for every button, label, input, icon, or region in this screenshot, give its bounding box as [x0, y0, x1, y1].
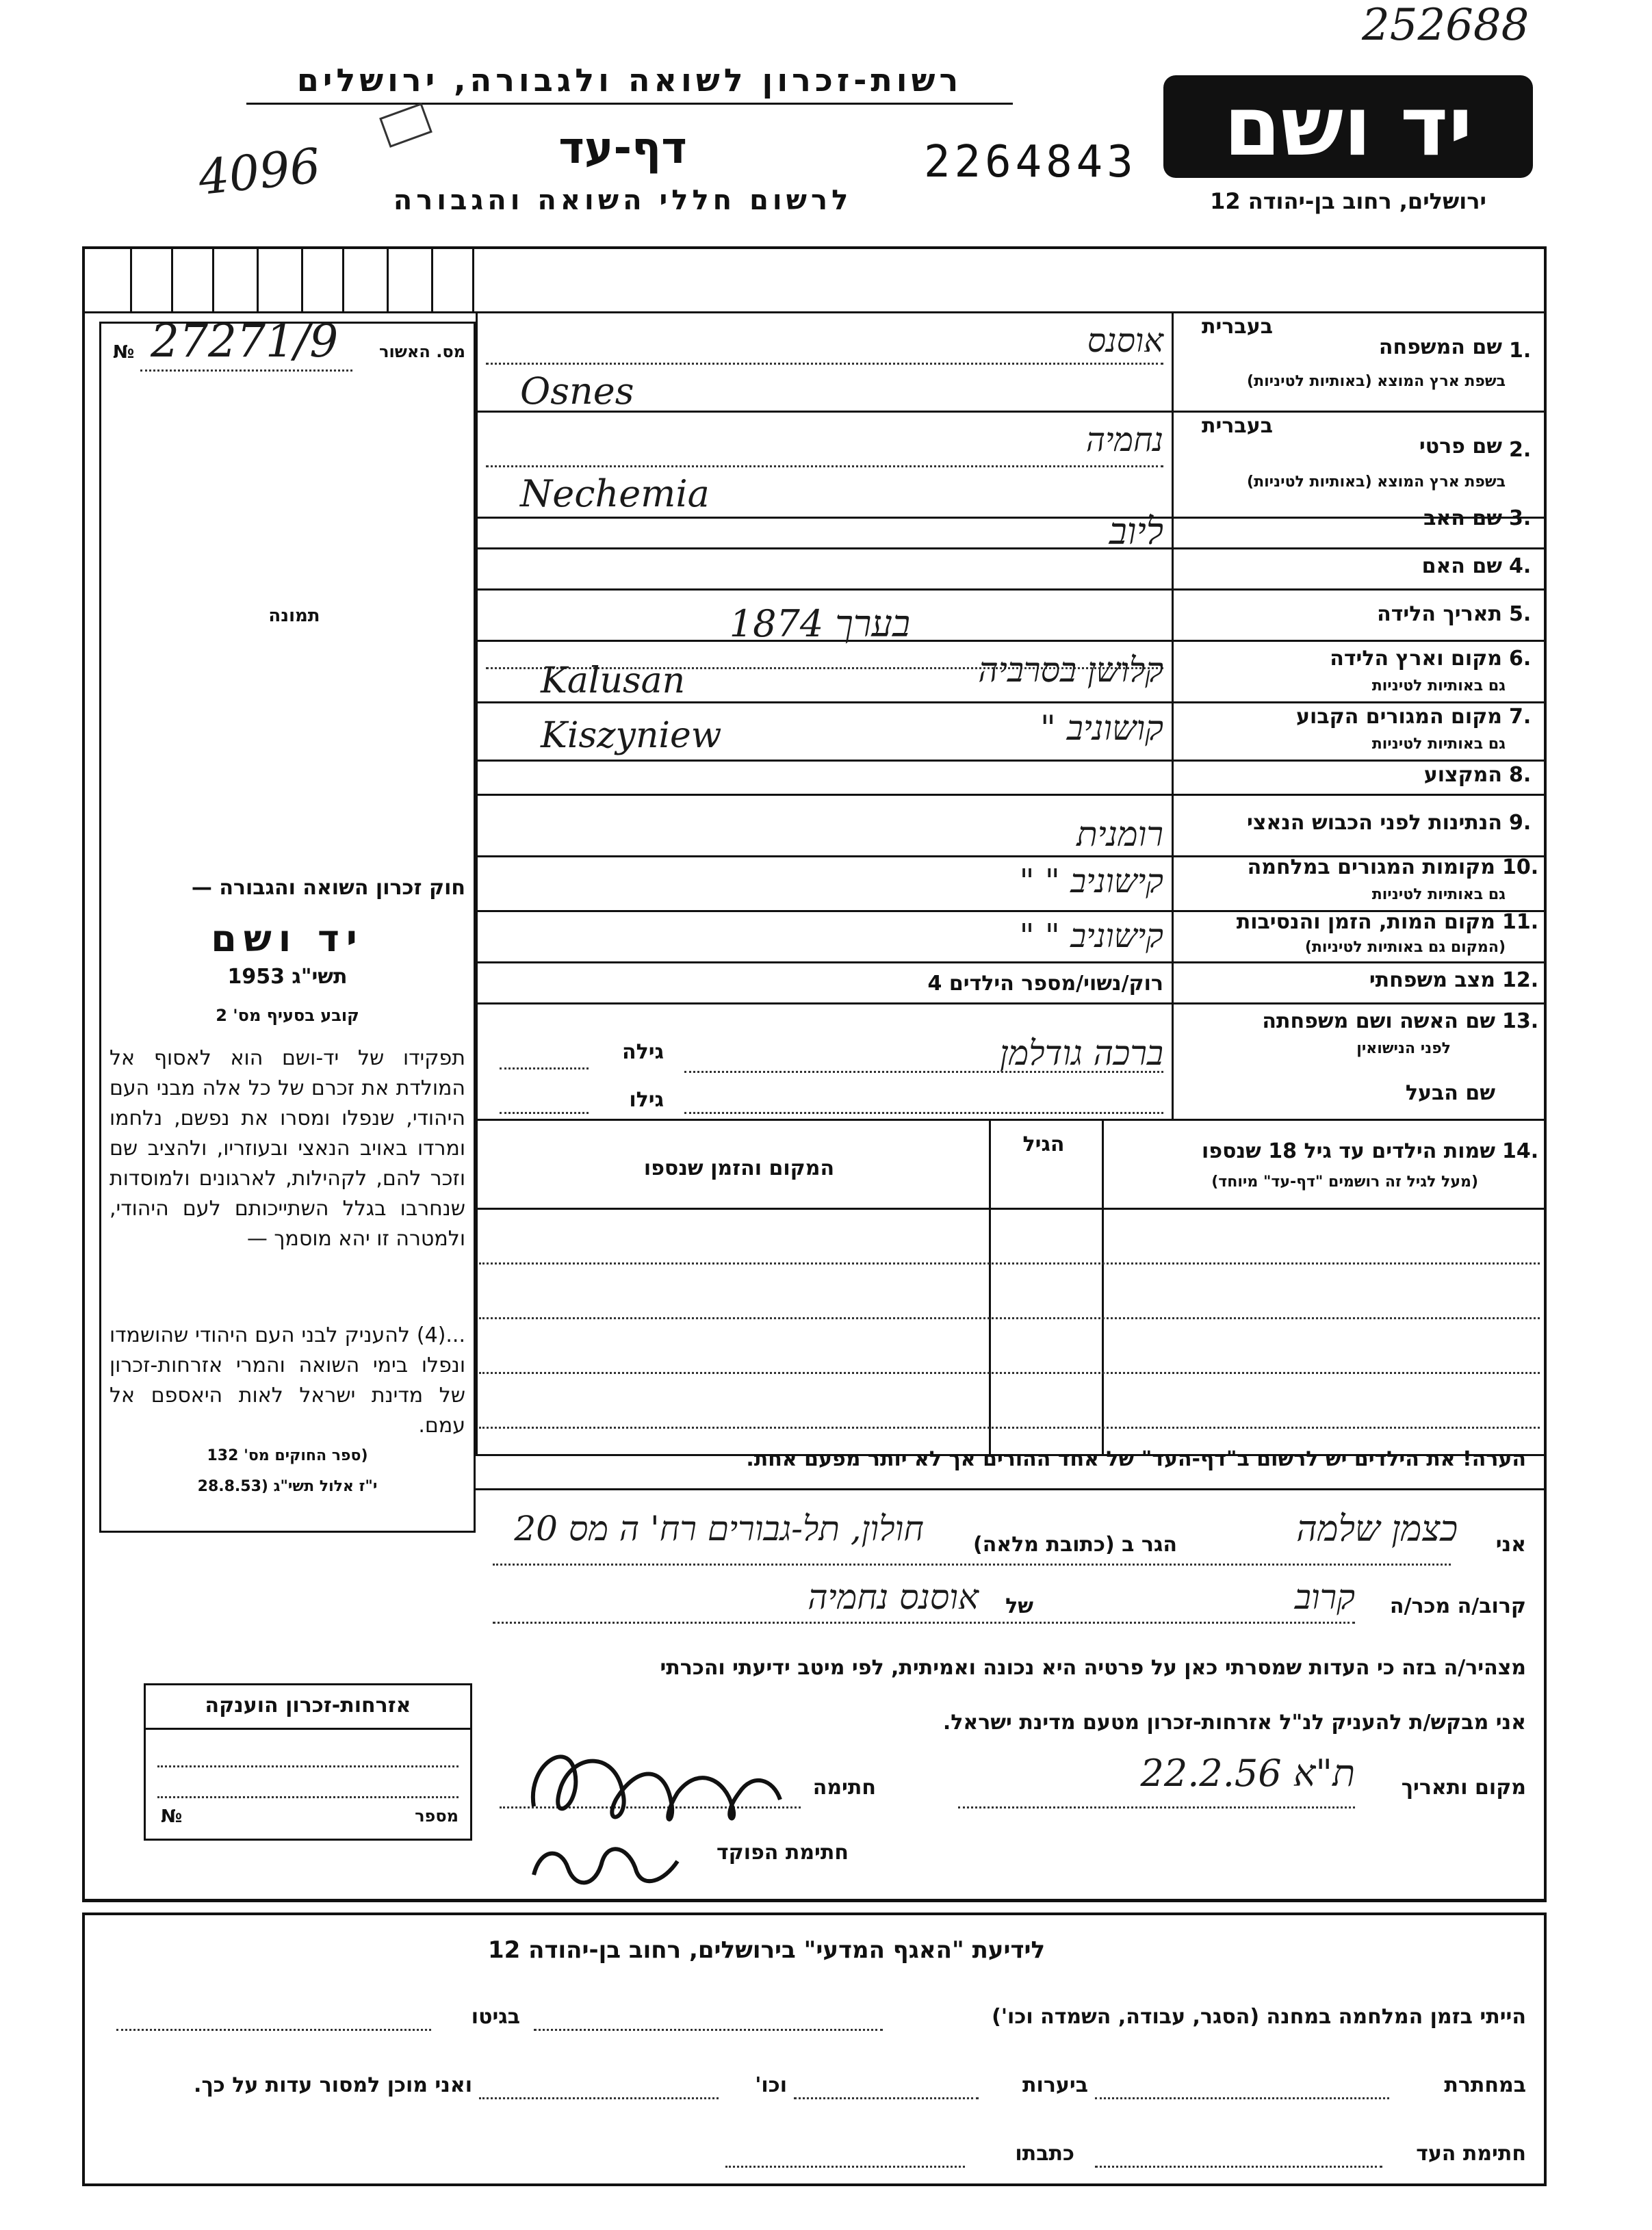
footer-line2-d: ואני מוכן למסור עדות על כך.: [194, 2073, 472, 2097]
value-line-2a: [486, 465, 1163, 467]
field-label-3: שם האב: [1423, 506, 1502, 530]
yad-vashem-logo: יד ושם: [1163, 75, 1533, 178]
decl-of-label: של: [1005, 1594, 1033, 1618]
citizenship-line-2: [157, 1796, 459, 1798]
top-strip-div-6: [342, 246, 344, 311]
children-row-1: [479, 1262, 1540, 1265]
children-col-2: [1102, 1119, 1104, 1454]
children-row-4: [479, 1427, 1540, 1429]
decl-statement-2: אני מבקש/ת להעניק לנ"ל אזרחות-זכרון מטעם מדינת ישראל.: [942, 1711, 1526, 1735]
field-num-4: 4.: [1509, 554, 1532, 578]
footer-line2-c: וכו': [755, 2073, 787, 2097]
field-label-9: הנתינות לפני הכבוש הנאצי: [1247, 811, 1502, 835]
top-strip-div-7: [387, 246, 389, 311]
husband-name-line: [684, 1112, 1163, 1114]
children-row-2: [479, 1317, 1540, 1319]
note: הערה! את הילדים יש לרשום ב"דף-העד" של אחד ההורים אך לא יותר מפעם אחת.: [746, 1447, 1526, 1471]
rule-4: [476, 588, 1547, 591]
photo-label: תמונה: [268, 606, 320, 626]
authority-name: רשות-זכרון לשואה ולגבורה, ירושלים: [296, 62, 963, 99]
decl-line-1: [493, 1564, 1451, 1566]
footer-rule-1: [82, 1899, 1547, 1901]
value-war-residence: קישוניב " ": [1019, 862, 1163, 900]
cert-no-value: 27271/9: [151, 315, 339, 367]
field-num-5: 5.: [1509, 602, 1532, 626]
address: ירושלים, רחוב בן-יהודה 12: [1210, 188, 1486, 214]
top-strip-div-3: [212, 246, 214, 311]
law-text-2: ...(4) להעניק לבני העם היהודי שהושמדו ונפלו בימי השואה והמרי אזרחות-זכרון של מדינת ישראל לאות היאספם אל עמם.: [109, 1323, 465, 1438]
law-ref: (ספר החוקים מס' 132: [207, 1447, 368, 1464]
value-father: ליוב: [1109, 510, 1163, 553]
footer-line1-dots-b: [116, 2029, 431, 2031]
rule-8: [476, 794, 1547, 796]
field-num-1: 1.: [1509, 339, 1532, 363]
field-sub-7: גם באותיות לטיניות: [1371, 736, 1506, 753]
field-num-7: 7.: [1509, 705, 1532, 729]
decl-signature-label: חתימה: [812, 1776, 876, 1800]
field-label-10: מקומות המגורים במלחמה: [1247, 855, 1495, 879]
value-nationality: רומנית: [1076, 814, 1163, 854]
value-death-place: קישוניב " ": [1019, 917, 1163, 955]
field-label-6: מקום וארץ הלידה: [1330, 647, 1502, 671]
field-num-8: 8.: [1509, 763, 1532, 787]
law-name: יד ושם: [211, 917, 364, 960]
children-num: 14.: [1502, 1139, 1539, 1163]
field-sub-1: בשפת ארץ המוצא (באותיות לטיניות): [1247, 373, 1506, 390]
field-num-11: 11.: [1502, 910, 1539, 934]
citizenship-number-label: מספר: [415, 1806, 459, 1826]
children-col-1: [989, 1119, 991, 1454]
field-num-13: 13.: [1502, 1009, 1539, 1033]
decl-of-value: אוסנס נחמיה: [808, 1577, 979, 1617]
law-section: קובע בסעיף מס' 2: [216, 1006, 359, 1025]
children-subtitle: (מעל לגיל זה רושמים "דף-עד" מיוחד): [1211, 1174, 1478, 1191]
value-birth-date: בערך 1874: [729, 602, 910, 645]
rule-13: [476, 1119, 1547, 1121]
stamp-mark-icon: [379, 103, 433, 148]
field-label-8: המקצוע: [1423, 763, 1502, 787]
page-title: דף-עד: [558, 123, 687, 174]
hebrew-tag-2: בעברית: [1202, 414, 1273, 438]
handwritten-number: 4096: [196, 137, 323, 207]
field-label-husband: שם הבעל: [1405, 1081, 1495, 1105]
decl-i-value: כצמן שלמה: [1296, 1509, 1458, 1550]
wife-age-label: גילה: [622, 1040, 664, 1064]
decl-date-line: [958, 1806, 1355, 1808]
cert-no-line: [140, 369, 352, 372]
rule-6: [476, 701, 1547, 703]
citizenship-title: אזרחות-זכרון הוענקה: [205, 1694, 411, 1717]
field-label-4: שם האם: [1421, 554, 1502, 578]
field-label-1: שם המשפחה: [1378, 335, 1502, 359]
top-strip-div-5: [301, 246, 303, 311]
value-wife-name: ברכה גודלמן: [999, 1033, 1163, 1073]
rule-11: [476, 961, 1547, 963]
husband-age-label: גילו: [629, 1088, 664, 1112]
field-label-11: מקום המות, הזמן והנסיבות: [1236, 910, 1495, 934]
footer-line1-a: הייתי בזמן המלחמה במחנה (הסגר, עבודה, השמדה וכו'): [992, 2005, 1526, 2029]
field-num-12: 12.: [1502, 968, 1539, 992]
children-header-rule: [476, 1208, 1547, 1210]
citizenship-box-rule: [144, 1728, 472, 1730]
cert-no-label: מס. האשור: [379, 342, 465, 361]
decl-place-date-value: ת"א 22.2.56: [1140, 1752, 1355, 1795]
footer-line2-dots-a: [1095, 2097, 1389, 2099]
value-residence-he: קושוניב ": [1040, 708, 1163, 748]
citizenship-line-1: [157, 1765, 459, 1767]
value-birth-place-latin: Kalusan: [541, 660, 686, 701]
footer-line1-dots-a: [534, 2029, 883, 2031]
field-num-10: 10.: [1502, 855, 1539, 879]
rule-7: [476, 760, 1547, 762]
husband-age-line: [500, 1112, 589, 1114]
top-strip-div-4: [257, 246, 259, 311]
value-birth-place-he: קלושן בסרביה: [978, 650, 1163, 690]
field-sub-13: לפני הנישואין: [1356, 1040, 1451, 1057]
cert-no-mark: №: [113, 342, 135, 363]
hebrew-tag-1: בעברית: [1202, 315, 1273, 339]
decl-statement-1: מצהיר/ה בזה כי העדות שמסרתי כאן על פרטיה היא נכונה ואמיתית, לפי מיטב ידיעתי והכרתי: [660, 1656, 1526, 1680]
law-title: חוק זכרון השואה והגבורה —: [191, 876, 465, 900]
value-first-he: נחמיה: [1085, 421, 1163, 459]
footer-title: לידיעת "האגף המדעי" בירושלים, רחוב בן-יהודה 12: [487, 1936, 1046, 1964]
signature-icon: [520, 1724, 794, 1841]
decl-officer-label: חתימת הפוקד: [717, 1841, 849, 1865]
rule-1: [476, 411, 1547, 413]
footer-line3-dots-a: [1095, 2166, 1382, 2168]
field-num-2: 2.: [1509, 438, 1532, 462]
top-strip-div-2: [171, 246, 173, 311]
footer-line2-b: ביערות: [1022, 2073, 1088, 2097]
top-strip-bottom: [82, 311, 1547, 313]
rule-12: [476, 1002, 1547, 1004]
field-num-6: 6.: [1509, 647, 1532, 671]
field-label-2: שם פרטי: [1419, 435, 1502, 458]
archive-number: 252688: [1362, 0, 1530, 51]
top-strip-div-1: [130, 246, 132, 311]
value-family-latin: Osnes: [520, 369, 634, 413]
value-family-he: אוסנס: [1087, 322, 1163, 360]
officer-initials-icon: [520, 1834, 698, 1895]
children-title: שמות הילדים עד גיל 18 שנספו: [1202, 1139, 1495, 1163]
footer-line3-dots-b: [725, 2166, 965, 2168]
wife-age-line: [500, 1067, 589, 1069]
field-sub-2: בשפת ארץ המוצא (באותיות לטיניות): [1247, 474, 1506, 491]
field-num-9: 9.: [1509, 811, 1532, 835]
field-num-3: 3.: [1509, 506, 1532, 530]
field-sub-6: גם באותיות לטיניות: [1371, 677, 1506, 695]
decl-line-2: [493, 1622, 1355, 1624]
decl-resident-label: הגר ב (כתובת מלאה): [972, 1533, 1177, 1557]
law-text: תפקידו של יד-ושם הוא לאסוף אל המולדת את זכרם של כל אלה מבני העם היהודי, שנפלו ומסרו את נפשם, נלחמו ומרדו באויב הנאצי ובעוזריו, ולהציב שם וזכר להם, לקהילות, לארגונים ולמוסדות שנחרבו בגלל השתייכותם לעם היהודי, ולמטרה זו יהא מוסמך —: [109, 1046, 465, 1251]
decl-resident-value: חולון, תל-גבורים רח' ה מס 20: [514, 1509, 924, 1548]
fields-left-border: [476, 311, 478, 1454]
footer-line1-b: בגיטו: [471, 2005, 520, 2029]
form-number: 2264843: [924, 137, 1137, 187]
value-residence-latin: Kiszyniew: [541, 715, 722, 756]
header-rule: [246, 103, 1013, 105]
value-marital-status: רוק/נשוי/מספר הילדים 4: [927, 972, 1163, 996]
field-label-5: תאריך הלידה: [1377, 602, 1502, 626]
note-rule: [476, 1488, 1547, 1490]
decl-relative-label: קרוב/ה מכר/ה: [1389, 1594, 1526, 1618]
field-label-7: מקום המגורים הקבוע: [1296, 705, 1502, 729]
top-strip-div-9: [472, 246, 474, 311]
decl-i-label: אני: [1495, 1533, 1526, 1557]
law-year: תשי"ג 1953: [227, 965, 348, 989]
fields-label-divider: [1172, 311, 1174, 1119]
footer-line2-dots-c: [479, 2097, 719, 2099]
wife-name-line: [684, 1071, 1163, 1073]
children-place-header: המקום והזמן שנספו: [643, 1156, 835, 1180]
footer-line3-b: כתבתו: [1015, 2142, 1074, 2166]
citizenship-number-mark: №: [161, 1806, 183, 1827]
footer-line3-a: חתימת העד: [1416, 2142, 1526, 2166]
law-date: י"ז אלול תשי"ג (28.8.53: [197, 1478, 378, 1495]
value-first-latin: Nechemia: [520, 472, 710, 515]
decl-place-date-label: מקום ותאריך: [1401, 1776, 1526, 1800]
field-sub-11: (המקום גם באותיות לטיניות): [1304, 939, 1506, 956]
field-label-12: מצב משפחתי: [1369, 968, 1495, 992]
children-row-3: [479, 1372, 1540, 1374]
field-label-13: שם האשה ושם משפחתה: [1262, 1009, 1495, 1033]
footer-line2-a: במחתרת: [1444, 2073, 1526, 2097]
decl-relative-value: קרוב: [1294, 1577, 1355, 1617]
value-line-1a: [486, 363, 1163, 365]
top-strip-div-8: [431, 246, 433, 311]
children-age-header: הגיל: [1022, 1132, 1065, 1156]
footer-line2-dots-b: [794, 2097, 979, 2099]
field-sub-10: גם באותיות לטיניות: [1371, 886, 1506, 903]
page-subtitle: לרשום חללי השואה והגבורה: [393, 185, 853, 216]
